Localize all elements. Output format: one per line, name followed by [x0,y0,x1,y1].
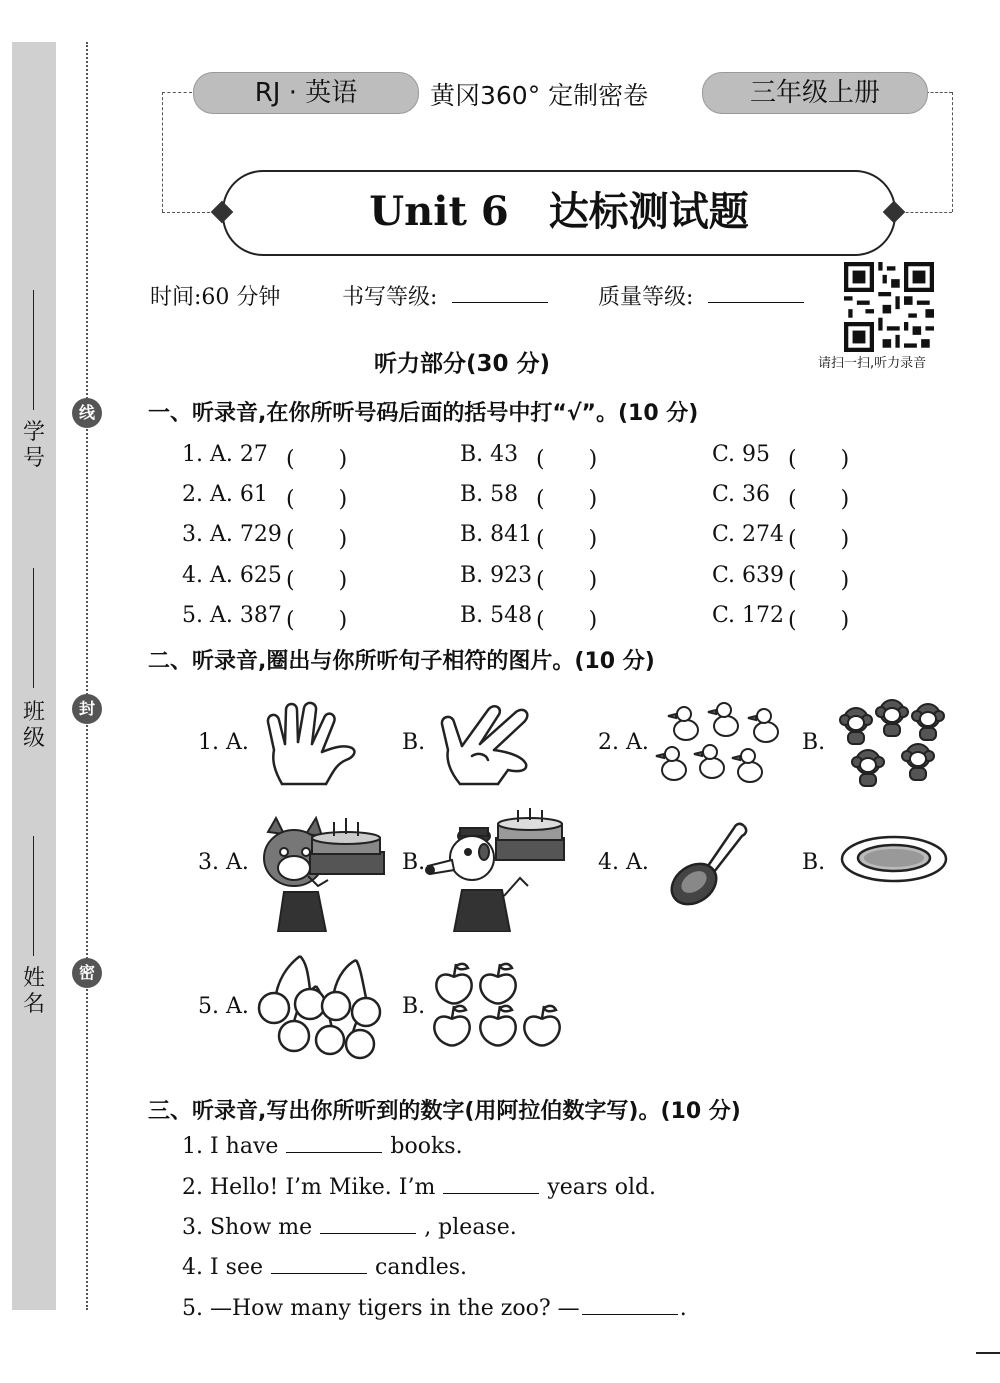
subject-pill: RJ · 英语 [193,72,419,114]
seal-secret-badge: 密 [72,958,102,988]
item-text-after: . [679,1296,687,1321]
answer-bracket[interactable]: ( ) [536,608,598,633]
q1b-label: B. [402,730,426,755]
q2-option-b: B. 58 [460,482,519,507]
answer-bracket[interactable]: ( ) [286,568,348,593]
answer-blank[interactable] [286,1134,382,1153]
q1a-label: 1. A. [198,730,249,755]
q4-option-c: C. 639 [712,563,785,588]
dog-with-cake-icon[interactable] [424,808,570,932]
page-edge-mark [976,1352,1000,1354]
name-line [33,836,34,956]
fill-in-item [182,1175,656,1200]
q1-option-c: C. 95 [712,442,771,467]
q4b-label: B. [802,850,826,875]
item-text-before: 3. Show me [182,1215,313,1240]
writing-grade-label: 书写等级: [342,285,438,310]
fill-in-item [182,1296,687,1321]
q3b-label: B. [402,850,426,875]
page-title: Unit 6 达标测试题 [369,188,749,235]
answer-bracket[interactable]: ( ) [286,608,348,633]
item-text-after: , please. [424,1215,517,1240]
cut-line [86,42,88,1310]
seal-seal-badge: 封 [72,694,102,724]
fill-in-item [182,1215,517,1240]
student-id-line [33,290,34,410]
hand-three-fingers-icon[interactable] [432,700,552,790]
header-vdash-left [162,92,163,212]
header-dash-left [162,92,192,93]
item-text-after: candles. [375,1255,468,1280]
answer-bracket[interactable]: ( ) [536,447,598,472]
binding-strip [12,42,56,1310]
answer-bracket[interactable]: ( ) [536,487,598,512]
answer-bracket[interactable]: ( ) [788,527,850,552]
answer-blank[interactable] [582,1296,678,1315]
writing-grade-blank[interactable] [452,302,548,303]
hand-five-fingers-icon[interactable] [252,700,372,790]
listening-heading: 听力部分(30 分) [374,351,551,377]
answer-bracket[interactable]: ( ) [286,447,348,472]
q4-option-a: 4. A. 625 [182,563,282,588]
q2b-label: B. [802,730,826,755]
q3-option-a: 3. A. 729 [182,522,282,547]
q2a-label: 2. A. [598,730,649,755]
fill-in-item [182,1255,467,1280]
answer-bracket[interactable]: ( ) [286,527,348,552]
fill-in-item [182,1134,463,1159]
q1-option-b: B. 43 [460,442,519,467]
answer-bracket[interactable]: ( ) [788,568,850,593]
answer-bracket[interactable]: ( ) [536,568,598,593]
q2-option-c: C. 36 [712,482,771,507]
q5-option-b: B. 548 [460,603,533,628]
cat-with-cake-icon[interactable] [248,816,388,932]
answer-blank[interactable] [443,1175,539,1194]
answer-bracket[interactable]: ( ) [536,527,598,552]
q4-option-b: B. 923 [460,563,533,588]
item-text-before: 4. I see [182,1255,263,1280]
answer-blank[interactable] [271,1255,367,1274]
item-text-after: years old. [547,1175,657,1200]
answer-bracket[interactable]: ( ) [788,608,850,633]
cherries-icon[interactable] [252,952,390,1060]
answer-blank[interactable] [320,1215,416,1234]
name-label: 姓 名 [22,966,45,1017]
q5b-label: B. [402,994,426,1019]
time-label: 时间:60 分钟 [150,285,281,310]
spoon-icon[interactable] [664,820,748,906]
item-text-before: 1. I have [182,1134,279,1159]
q5-option-a: 5. A. 387 [182,603,282,628]
q1-option-a: 1. A. 27 [182,442,268,467]
q3-option-b: B. 841 [460,522,533,547]
answer-bracket[interactable]: ( ) [788,447,850,472]
qr-code-icon[interactable] [844,262,934,352]
q3a-label: 3. A. [198,850,249,875]
item-text-after: books. [390,1134,463,1159]
monkeys-icon[interactable] [838,696,950,792]
class-label: 班 级 [22,700,45,751]
quality-grade-blank[interactable] [708,302,804,303]
item-text-before: 2. Hello! I’m Mike. I’m [182,1175,436,1200]
qr-caption: 请扫一扫,听力录音 [818,356,927,371]
grade-pill: 三年级上册 [702,72,928,114]
answer-bracket[interactable]: ( ) [286,487,348,512]
q4a-label: 4. A. [598,850,649,875]
series-title: 黄冈360° 定制密卷 [430,81,649,110]
student-id-label: 学 号 [22,420,45,471]
class-line [33,568,34,688]
q2-option-a: 2. A. 61 [182,482,268,507]
plate-icon[interactable] [840,834,948,884]
section1-heading: 一、听录音,在你所听号码后面的括号中打“√”。(10 分) [148,401,699,426]
q5-option-c: C. 172 [712,603,785,628]
section3-heading: 三、听录音,写出你所听到的数字(用阿拉伯数字写)。(10 分) [148,1099,741,1124]
q5a-label: 5. A. [198,994,249,1019]
header-dash-right [926,92,952,93]
ducks-icon[interactable] [654,696,790,796]
header-vdash-right [952,92,953,212]
q3-option-c: C. 274 [712,522,785,547]
quality-grade-label: 质量等级: [598,285,694,310]
answer-bracket[interactable]: ( ) [788,487,850,512]
seal-line-badge: 线 [72,398,102,428]
apples-icon[interactable] [430,952,568,1048]
section2-heading: 二、听录音,圈出与你所听句子相符的图片。(10 分) [148,649,655,674]
item-text-before: 5. —How many tigers in the zoo? — [182,1296,580,1321]
